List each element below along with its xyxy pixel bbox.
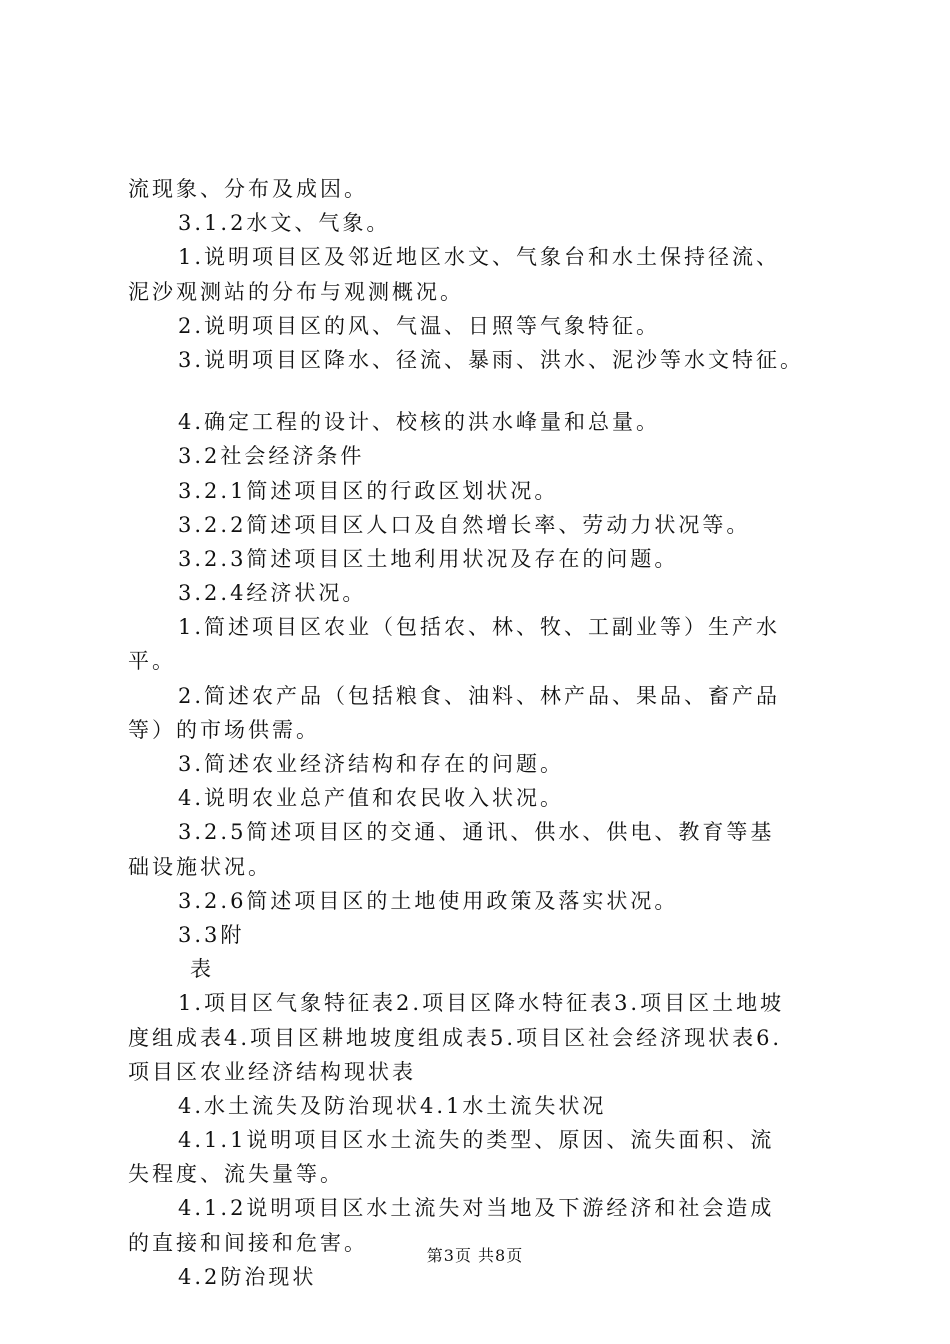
text-line: 3.2.3简述项目区土地利用状况及存在的问题。 [178,546,679,571]
text-line: 3.说明项目区降水、径流、暴雨、洪水、泥沙等水文特征。 [178,347,805,372]
text-line: 1.简述项目区农业（包括农、林、牧、工副业等）生产水 [178,615,781,640]
text-line: 失程度、流失量等。 [128,1162,344,1187]
document-body [128,172,840,1294]
text-line: 度组成表4.项目区耕地坡度组成表5.项目区社会经济现状表6. [128,1025,783,1050]
text-line: 4.确定工程的设计、校核的洪水峰量和总量。 [178,410,661,435]
text-line: 1.说明项目区及邻近地区水文、气象台和水土保持径流、 [178,245,781,270]
paragraph-gap [128,377,840,405]
text-line: 4.说明农业总产值和农民收入状况。 [178,786,565,811]
text-line: 表 [190,957,214,982]
text-line: 3.2.6简述项目区的土地使用政策及落实状况。 [178,888,679,913]
text-line: 平。 [128,649,176,674]
section-heading: 4.2防治现状 [178,1264,317,1289]
text-line: 2.简述农产品（包括粮食、油料、林产品、果品、畜产品 [178,683,781,708]
text-line: 1.项目区气象特征表2.项目区降水特征表3.项目区土地坡 [178,991,785,1016]
section-heading: 3.2.4经济状况。 [178,581,367,606]
text-line: 3.简述农业经济结构和存在的问题。 [178,752,565,776]
text-line: 4.1.2说明项目区水土流失对当地及下游经济和社会造成 [178,1196,775,1221]
text-line: 3.2.5简述项目区的交通、通讯、供水、供电、教育等基 [178,820,775,845]
section-heading: 4.水土流失及防治现状4.1水土流失状况 [178,1093,607,1118]
section-heading: 3.3附 [178,922,245,947]
text-line: 泥沙观测站的分布与观测概况。 [128,279,464,304]
text-line: 3.2.2简述项目区人口及自然增长率、劳动力状况等。 [178,512,751,537]
text-line: 3.2.1简述项目区的行政区划状况。 [178,478,559,503]
text-line: 2.说明项目区的风、气温、日照等气象特征。 [178,313,661,338]
text-line: 项目区农业经济结构现状表 [128,1059,416,1084]
text-line: 的直接和间接和危害。 [128,1230,368,1255]
section-heading: 3.1.2水文、气象。 [178,211,391,236]
text-line: 4.1.1说明项目区水土流失的类型、原因、流失面积、流 [178,1128,775,1153]
text-line: 流现象、分布及成因。 [128,177,368,201]
section-heading: 3.2社会经济条件 [178,444,365,469]
text-line: 础设施状况。 [128,854,272,879]
text-line: 等）的市场供需。 [128,717,320,742]
page-number: 第3页 共8页 [426,1246,524,1265]
